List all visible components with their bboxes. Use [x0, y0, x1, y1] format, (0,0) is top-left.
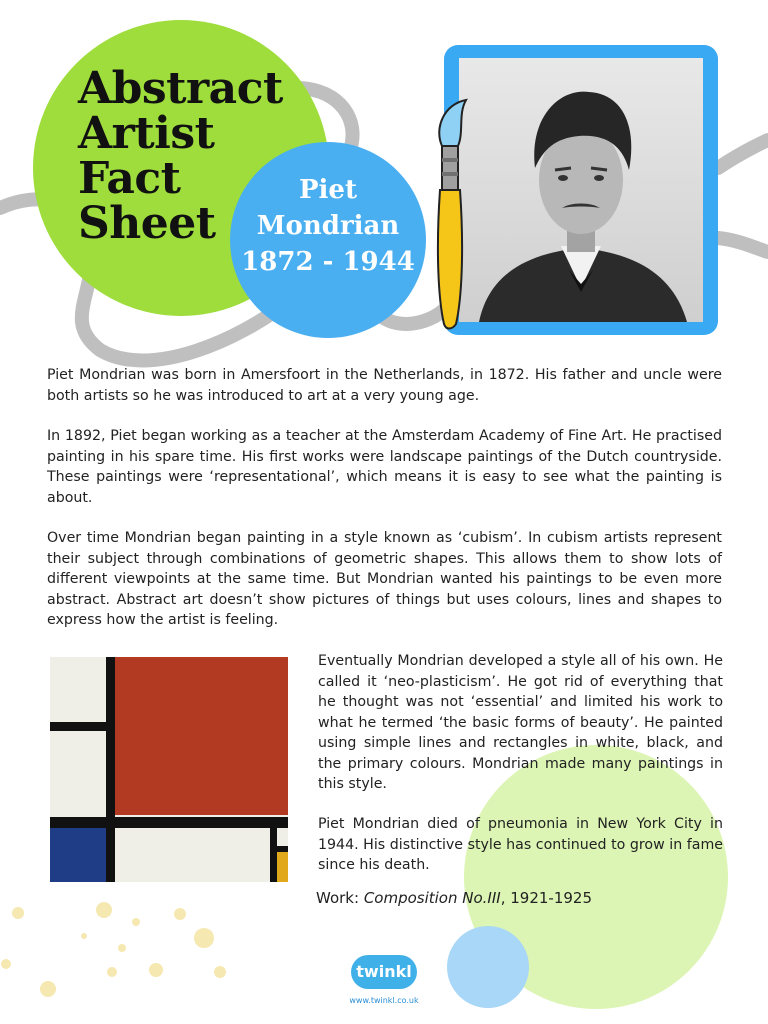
paragraph-early-career: In 1892, Piet began working as a teacher at the Amsterdam Academy of Fine Art. He practised painting in his spare time. His first works were landscape paintings of the Dutch countryside. These paintings were ‘representational’, which means it is easy to see what the painting is about. [47, 428, 722, 506]
mondrian-painting [50, 657, 288, 882]
paragraph-intro: Piet Mondrian was born in Amersfoort in the Netherlands, in 1872. His father and uncle were both artists so he was introduced to art at a very young age. [47, 367, 722, 404]
title-line-4: Sheet [78, 198, 216, 249]
footer-url[interactable]: www.twinkl.co.uk [349, 996, 419, 1005]
artist-last-name: Mondrian [256, 211, 400, 241]
title-line-1: Abstract [78, 63, 283, 114]
artist-name-block [230, 172, 426, 280]
paragraph-neo-plasticism: Eventually Mondrian developed a style all of his own. He called it ‘neo-plasticism’. He got rid of everything that he thought was not ‘essential’ and limited his work to what he termed ‘the basic forms of beauty’. He painted using simple lines and rectangles in white, black, and the primary colours. Mondrian made many paintings in this style. [318, 653, 723, 792]
work-years: , 1921-1925 [500, 889, 592, 907]
artist-portrait [459, 58, 703, 322]
artist-dates: 1872 - 1944 [241, 247, 415, 277]
title-line-3: Fact [78, 153, 181, 204]
artist-first-name: Piet [299, 175, 357, 205]
title-line-2: Artist [78, 108, 215, 159]
twinkl-logo[interactable]: twinkl [351, 955, 417, 989]
work-label: Work: [316, 889, 364, 907]
work-title: Composition No.III [363, 889, 501, 907]
paragraph-cubism: Over time Mondrian began painting in a style known as ‘cubism’. In cubism artists represent their subject through combinations of geometric shapes. This allows them to show lots of different viewpoints at the same time. But Mondrian wanted his paintings to be even more abstract. Abstract art doesn’t show pictures of things but uses colours, lines and shapes to express how the artist is feeling. [47, 530, 722, 628]
paintbrush-icon [428, 98, 472, 330]
paragraph-death: Piet Mondrian died of pneumonia in New York City in 1944. His distinctive style has continued to grow in fame since his death. [318, 816, 723, 873]
work-caption [316, 889, 592, 907]
portrait-illustration [459, 58, 703, 322]
